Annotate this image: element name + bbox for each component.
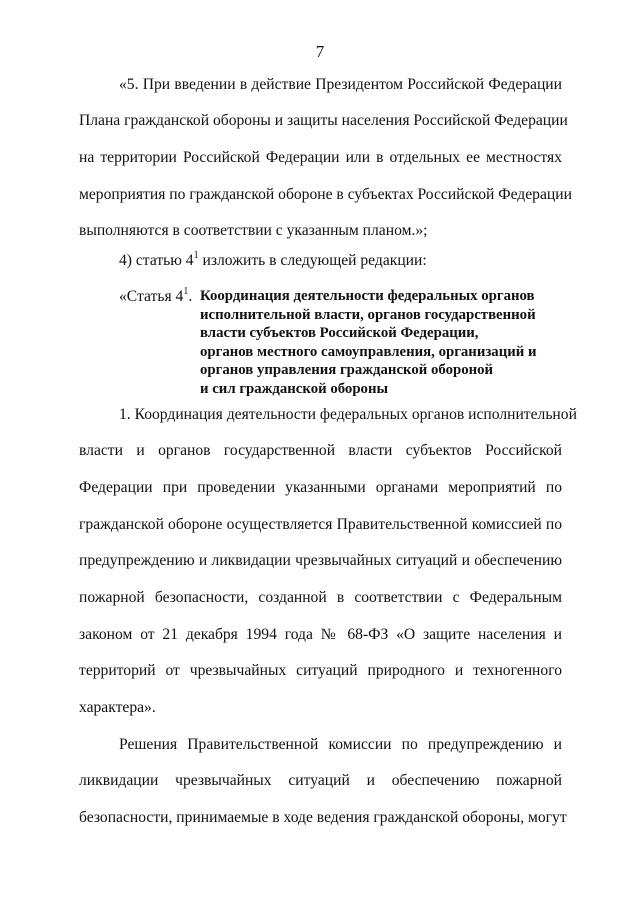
item-4-text-rest: изложить в следующей редакции: <box>198 252 427 269</box>
article-title-line: Координация деятельности федеральных органов <box>200 288 535 304</box>
paragraph-5-line: на территории Российской Федерации или в отдельных ее местностях <box>79 149 562 166</box>
paragraph-1-line: власти и органов государственной власти субъектов Российской <box>79 442 562 459</box>
article-title-line: власти субъектов Российской Федерации, <box>200 325 479 342</box>
paragraph-decisions-line: безопасности, принимаемые в ходе ведения гражданской обороны, могут <box>79 809 567 826</box>
paragraph-decisions-line: Решения Правительственной комиссии по предупреждению и <box>119 736 562 753</box>
paragraph-1-line: Федерации при проведении указанными органами мероприятий по <box>79 479 562 496</box>
article-label: «Статья $4^1$. <box>119 285 193 305</box>
paragraph-1-line: территорий от чрезвычайных ситуаций природного и техногенного <box>79 662 562 679</box>
paragraph-5-line: «5. При введении в действие Президентом Российской Федерации <box>119 76 562 93</box>
article-title-line: органов местного самоуправления, организаций и <box>200 343 537 360</box>
paragraph-5-line: выполняются в соответствии с указанным планом.»; <box>79 222 428 239</box>
article-title-line: органов управления гражданской обороной <box>200 362 494 379</box>
article-title-line: исполнительной власти, органов государственной <box>200 306 536 323</box>
paragraph-1-line: гражданской обороне осуществляется Правительственной комиссией по <box>79 516 562 533</box>
paragraph-5-line: Плана гражданской обороны и защиты населения Российской Федерации <box>79 112 568 129</box>
paragraph-1-line: характера». <box>79 699 156 716</box>
article-title <box>200 287 570 399</box>
paragraph-1-line: законом от 21 декабря 1994 года № 68-ФЗ «О защите населения и <box>79 626 562 643</box>
page-number: 7 <box>315 42 325 61</box>
paragraph-1-line: 1. Координация деятельности федеральных органов исполнительной <box>119 406 577 423</box>
article-title-line: и сил гражданской обороны <box>200 380 389 397</box>
item-4-superscript: 1 <box>193 249 199 261</box>
paragraph-1-line: предупреждению и ликвидации чрезвычайных ситуаций и обеспечению <box>79 552 562 569</box>
article-label-superscript: 1 <box>183 285 189 297</box>
paragraph-1-line: пожарной безопасности, созданной в соответствии с Федеральным <box>79 589 562 606</box>
item-4-line <box>119 251 562 271</box>
paragraph-decisions-line: ликвидации чрезвычайных ситуаций и обеспечению пожарной <box>79 772 562 789</box>
item-4-text: 4) статью 4 <box>119 252 194 269</box>
paragraph-5-line: мероприятия по гражданской обороне в субъектах Российской Федерации <box>79 186 572 203</box>
